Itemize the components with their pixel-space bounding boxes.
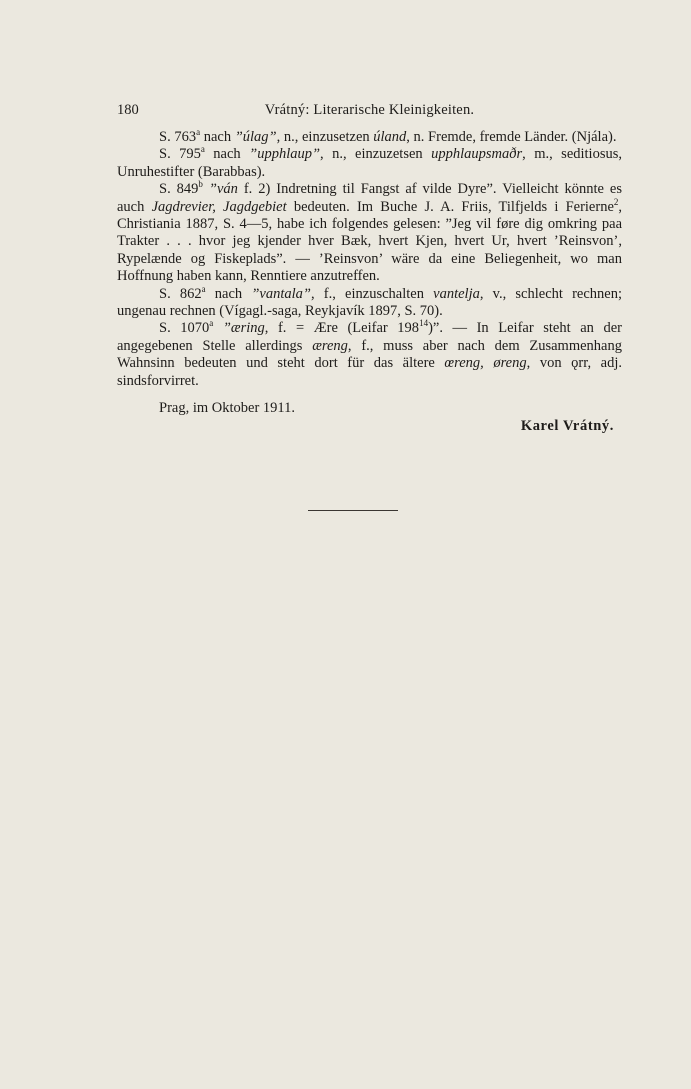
end-rule [308, 510, 398, 511]
entry-text: , n. Fremde, fremde Länder. (Njála). [406, 129, 617, 145]
entry-text: nach [205, 285, 252, 302]
place-date: Prag, im Oktober 1911. [159, 400, 295, 417]
entry-reference: S. 849 [159, 181, 199, 198]
page-header [117, 102, 622, 124]
correction-entry [117, 320, 622, 390]
author-signature: Karel Vrátný. [520, 417, 614, 434]
entry-column-letter: b [198, 179, 203, 190]
entry-text: nach [204, 146, 250, 163]
entry-text: f. 2) Indretning til Fangst af vilde Dyre”. Vielleicht könnte es auch [117, 181, 623, 215]
footnote-superscript: 14 [419, 318, 429, 329]
page-number: 180 [117, 102, 139, 118]
entry-text: bedeuten. Im Buche J. A. Friis, Tilfjelds i Ferierne [286, 198, 614, 215]
entry-text: )”. — In Leifar steht an der angegebenen Stelle allerdings [117, 320, 622, 354]
entry-column-letter: a [209, 318, 214, 329]
page-body [117, 129, 622, 435]
footnote-superscript: 2 [613, 196, 619, 207]
entry-text: nach [200, 129, 235, 145]
cited-word: ”æring [222, 320, 265, 337]
entry-column-letter: a [200, 144, 205, 155]
correction-entry [117, 181, 622, 285]
entry-text: , von ǫrr, adj. sindsforvirret. [117, 355, 622, 389]
entry-text: , n., einzusetzen [276, 129, 374, 145]
cited-word: úland [373, 129, 407, 145]
entry-text: , n., einzuzetsen [320, 146, 432, 163]
cited-word: ”ván [208, 181, 238, 198]
cited-word: œreng, øreng [444, 355, 527, 372]
entry-text: , Christiania 1887, S. 4—5, habe ich folgendes gelesen: ”Jeg vil føre dig omkring paa Trakter . . . hvor jeg kjender hver Bæk, hvert Kjen, hvert Ur, hvert ’Reinsvon’, Rypelænde og Fiskeplads”. — ’Reinsvon’ wäre da eine Beliegenheit, wo man Hoffnung haben kann, Renntiere anzutreffen. [117, 198, 623, 285]
entry-column-letter: a [196, 127, 201, 138]
entry-text: , f., muss aber nach dem Zusammenhang Wahnsinn bedeuten und steht dort für das ältere [117, 337, 622, 372]
entry-reference: S. 763 [159, 129, 197, 145]
entry-reference: S. 862 [159, 285, 202, 302]
cited-word: ”vantala” [251, 285, 311, 302]
running-head: Vrátný: Literarische Kleinigkeiten. [264, 102, 475, 118]
entry-text: , m., seditiosus, Unruhestifter (Barabbas). [117, 146, 622, 180]
correction-entry [117, 129, 622, 146]
entry-text [213, 320, 223, 336]
correction-entry [117, 146, 622, 181]
entry-reference: S. 795 [159, 146, 201, 163]
entry-reference: S. 1070 [159, 320, 210, 337]
cited-word: upphlaupsmaðr [431, 146, 523, 163]
cited-word: ”úlag” [234, 129, 277, 145]
entry-text: , v., schlecht rechnen; ungenau rechnen (Vígagl.-saga, Reykjavík 1897, S. 70). [117, 285, 622, 320]
entry-text: , f. = Ære (Leifar 198 [264, 320, 420, 337]
cited-word: Jagdrevier, Jagdgebiet [151, 198, 287, 215]
correction-entry [117, 283, 622, 321]
entry-text: , f., einzuschalten [310, 285, 434, 302]
entry-list [117, 129, 622, 390]
cited-word: æreng [312, 337, 348, 354]
entry-column-letter: a [201, 283, 206, 294]
cited-word: vantelja [433, 285, 480, 302]
cited-word: ”upphlaup” [249, 146, 321, 163]
